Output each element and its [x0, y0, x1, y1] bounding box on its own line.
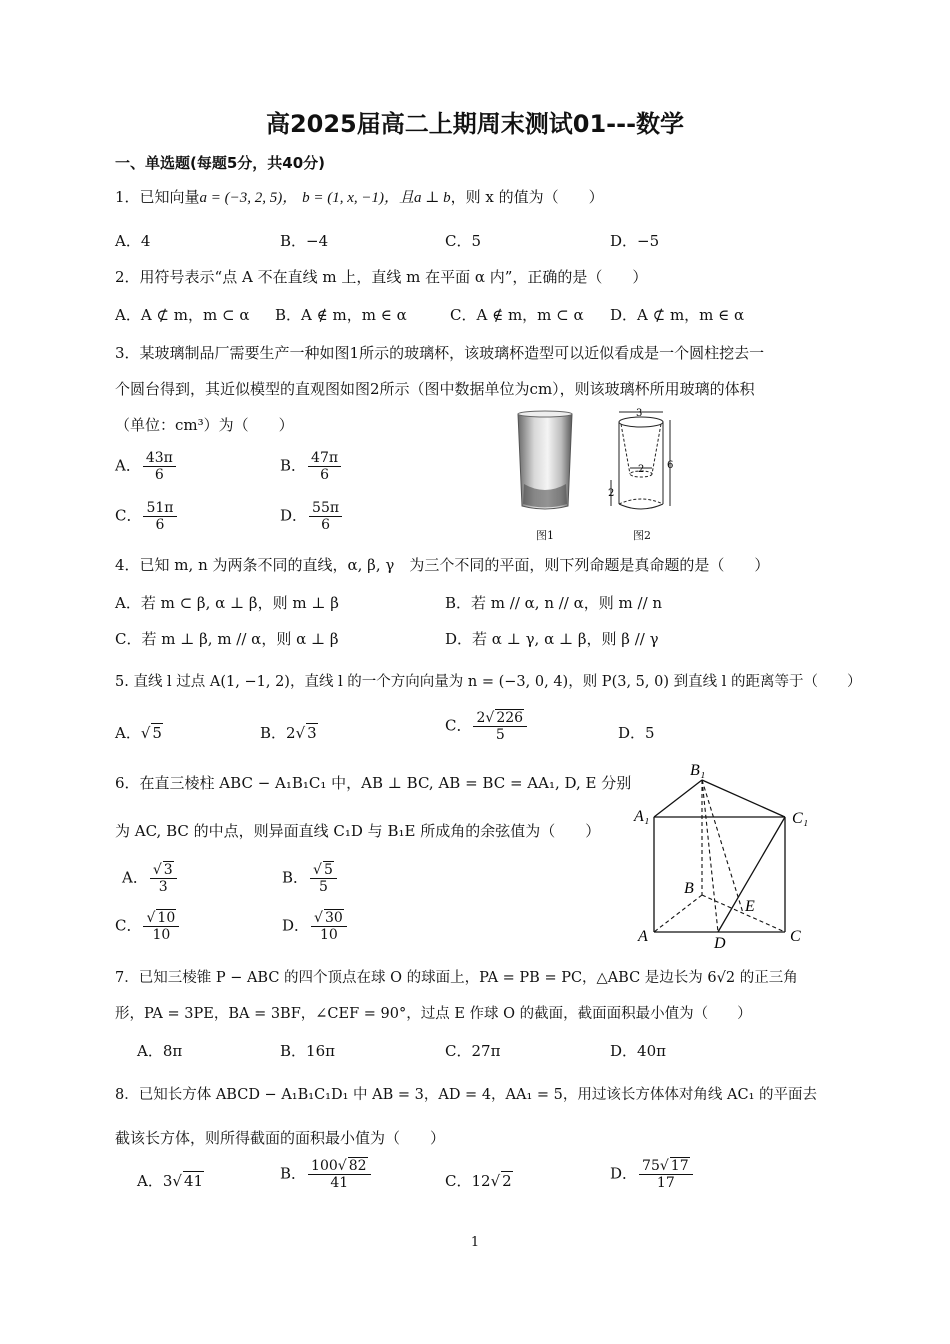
- question-1: 1．已知向量a = (−3, 2, 5)， b = (1, x, −1)，且a ⊥ b，则 x 的值为（ ）: [115, 188, 604, 206]
- q4-option-c: C．若 m ⊥ β, m // α，则 α ⊥ β: [115, 630, 339, 648]
- q5-option-a: A．√ 5: [115, 724, 162, 742]
- q7-option-d: D．40π: [610, 1042, 666, 1060]
- q1-option-c: C．5: [445, 232, 482, 250]
- question-8-line-2: 截该长方体，则所得截面的面积最小值为（ ）: [115, 1129, 446, 1147]
- prism-diagram: [630, 755, 820, 955]
- label-d: D: [714, 935, 726, 952]
- label-a: A: [638, 928, 648, 945]
- question-8-line-1: 8．已知长方体 ABCD − A₁B₁C₁D₁ 中 AB = 3，AD = 4，AA₁ = 5，用过该长方体体对角线 AC₁ 的平面去: [115, 1087, 817, 1103]
- question-7-line-2: 形，PA = 3PE，BA = 3BF，∠CEF = 90°，过点 E 作球 O 的截面，截面面积最小值为（ ）: [115, 1006, 752, 1022]
- question-4: 4．已知 m, n 为两条不同的直线，α, β, γ 为三个不同的平面，则下列命题是真命题的是（ ）: [115, 556, 770, 574]
- cylinder-diagram: [611, 412, 670, 509]
- q8-option-b: B． $\frac{100√ 82}{41}$: [280, 1158, 373, 1191]
- q3-option-c: C． $\frac{51\pi}{6}$: [115, 500, 179, 533]
- label-e: E: [745, 898, 755, 915]
- q1-option-d: D．−5: [610, 232, 660, 250]
- q3-option-a: A． $\frac{43\pi}{6}$: [115, 450, 178, 483]
- question-7-line-1: 7．已知三棱锥 P − ABC 的四个顶点在球 O 的球面上，PA = PB = PC，△ABC 是边长为 6√2 的正三角: [115, 970, 798, 986]
- q1-option-b: B．−4: [280, 232, 329, 250]
- q7-option-c: C．27π: [445, 1042, 501, 1060]
- q6-option-a: A． $\frac{√ 3}{3}$: [122, 862, 179, 895]
- q3-option-b: B． $\frac{47\pi}{6}$: [280, 450, 343, 483]
- q4-option-a: A．若 m ⊂ β, α ⊥ β，则 m ⊥ β: [115, 594, 339, 612]
- label-b1: B₁: [690, 762, 706, 779]
- q7-option-a: A．8π: [137, 1042, 183, 1060]
- label-b: B: [684, 880, 694, 897]
- label-c1: C₁: [792, 810, 809, 827]
- dim-right-label: 6: [667, 460, 674, 471]
- figure-2-caption: 图2: [633, 529, 651, 542]
- label-a1: A₁: [634, 808, 650, 825]
- q6-option-d: D． $\frac{√ 30}{10}$: [282, 910, 349, 943]
- q7-option-b: B．16π: [280, 1042, 335, 1060]
- q8-option-d: D． $\frac{75√ 17}{17}$: [610, 1158, 695, 1191]
- glass-figures: [510, 408, 695, 528]
- question-2: 2．用符号表示“点 A 不在直线 m 上，直线 m 在平面 α 内”，正确的是（ ）: [115, 268, 648, 286]
- q5-option-c: C． $\frac{2√ 226}{5}$: [445, 710, 529, 743]
- q2-option-c: C．A ∉ m，m ⊂ α: [450, 306, 584, 324]
- question-6-line-2: 为 AC, BC 的中点，则异面直线 C₁D 与 B₁E 所成角的余弦值为（ ）: [115, 822, 601, 840]
- q5-option-b: B．2√ 3: [260, 724, 317, 742]
- page-title: 高2025届高二上期周末测试01---数学: [265, 110, 685, 138]
- page-number: 1: [470, 1235, 480, 1250]
- question-5: 5. 直线 l 过点 A(1, −1, 2)，直线 l 的一个方向向量为 n = (−3, 0, 4)，则 P(3, 5, 0) 到直线 l 的距离等于（ ）: [115, 674, 862, 690]
- q3-option-d: D． $\frac{55\pi}{6}$: [280, 500, 344, 533]
- q2-option-a: A．A ⊄ m，m ⊂ α: [115, 306, 250, 324]
- q4-option-d: D．若 α ⊥ γ, α ⊥ β，则 β // γ: [445, 630, 659, 648]
- q8-option-c: C．12√ 2: [445, 1172, 512, 1190]
- q6-option-c: C． $\frac{√ 10}{10}$: [115, 910, 181, 943]
- q2-option-d: D．A ⊄ m，m ∈ α: [610, 306, 745, 324]
- label-c: C: [790, 928, 801, 945]
- question-3-line-3: （单位：cm³）为（ ）: [115, 416, 294, 434]
- glass-photo-figure: [518, 411, 572, 509]
- question-6-line-1: 6．在直三棱柱 ABC − A₁B₁C₁ 中，AB ⊥ BC, AB = BC = AA₁, D, E 分别: [115, 774, 632, 792]
- q2-option-b: B．A ∉ m，m ∈ α: [275, 306, 407, 324]
- question-3-line-2: 个圆台得到，其近似模型的直观图如图2所示（图中数据单位为cm），则该玻璃杯所用玻璃的体积: [115, 380, 755, 398]
- section-heading: 一、单选题(每题5分，共40分): [115, 154, 326, 172]
- q8-option-a: A．3√ 41: [137, 1172, 204, 1190]
- q5-option-d: D．5: [618, 724, 655, 742]
- q6-option-b: B． $\frac{√ 5}{5}$: [282, 862, 339, 895]
- q1-option-a: A．4: [115, 232, 151, 250]
- dim-top-label: 3: [636, 408, 643, 419]
- question-3-line-1: 3．某玻璃制品厂需要生产一种如图1所示的玻璃杯，该玻璃杯造型可以近似看成是一个圆柱挖去一: [115, 344, 765, 362]
- dim-left-label: 2: [608, 488, 615, 499]
- dim-mid-label: 2: [638, 464, 645, 475]
- figure-1-caption: 图1: [536, 529, 554, 542]
- q4-option-b: B．若 m // α, n // α，则 m // n: [445, 594, 663, 612]
